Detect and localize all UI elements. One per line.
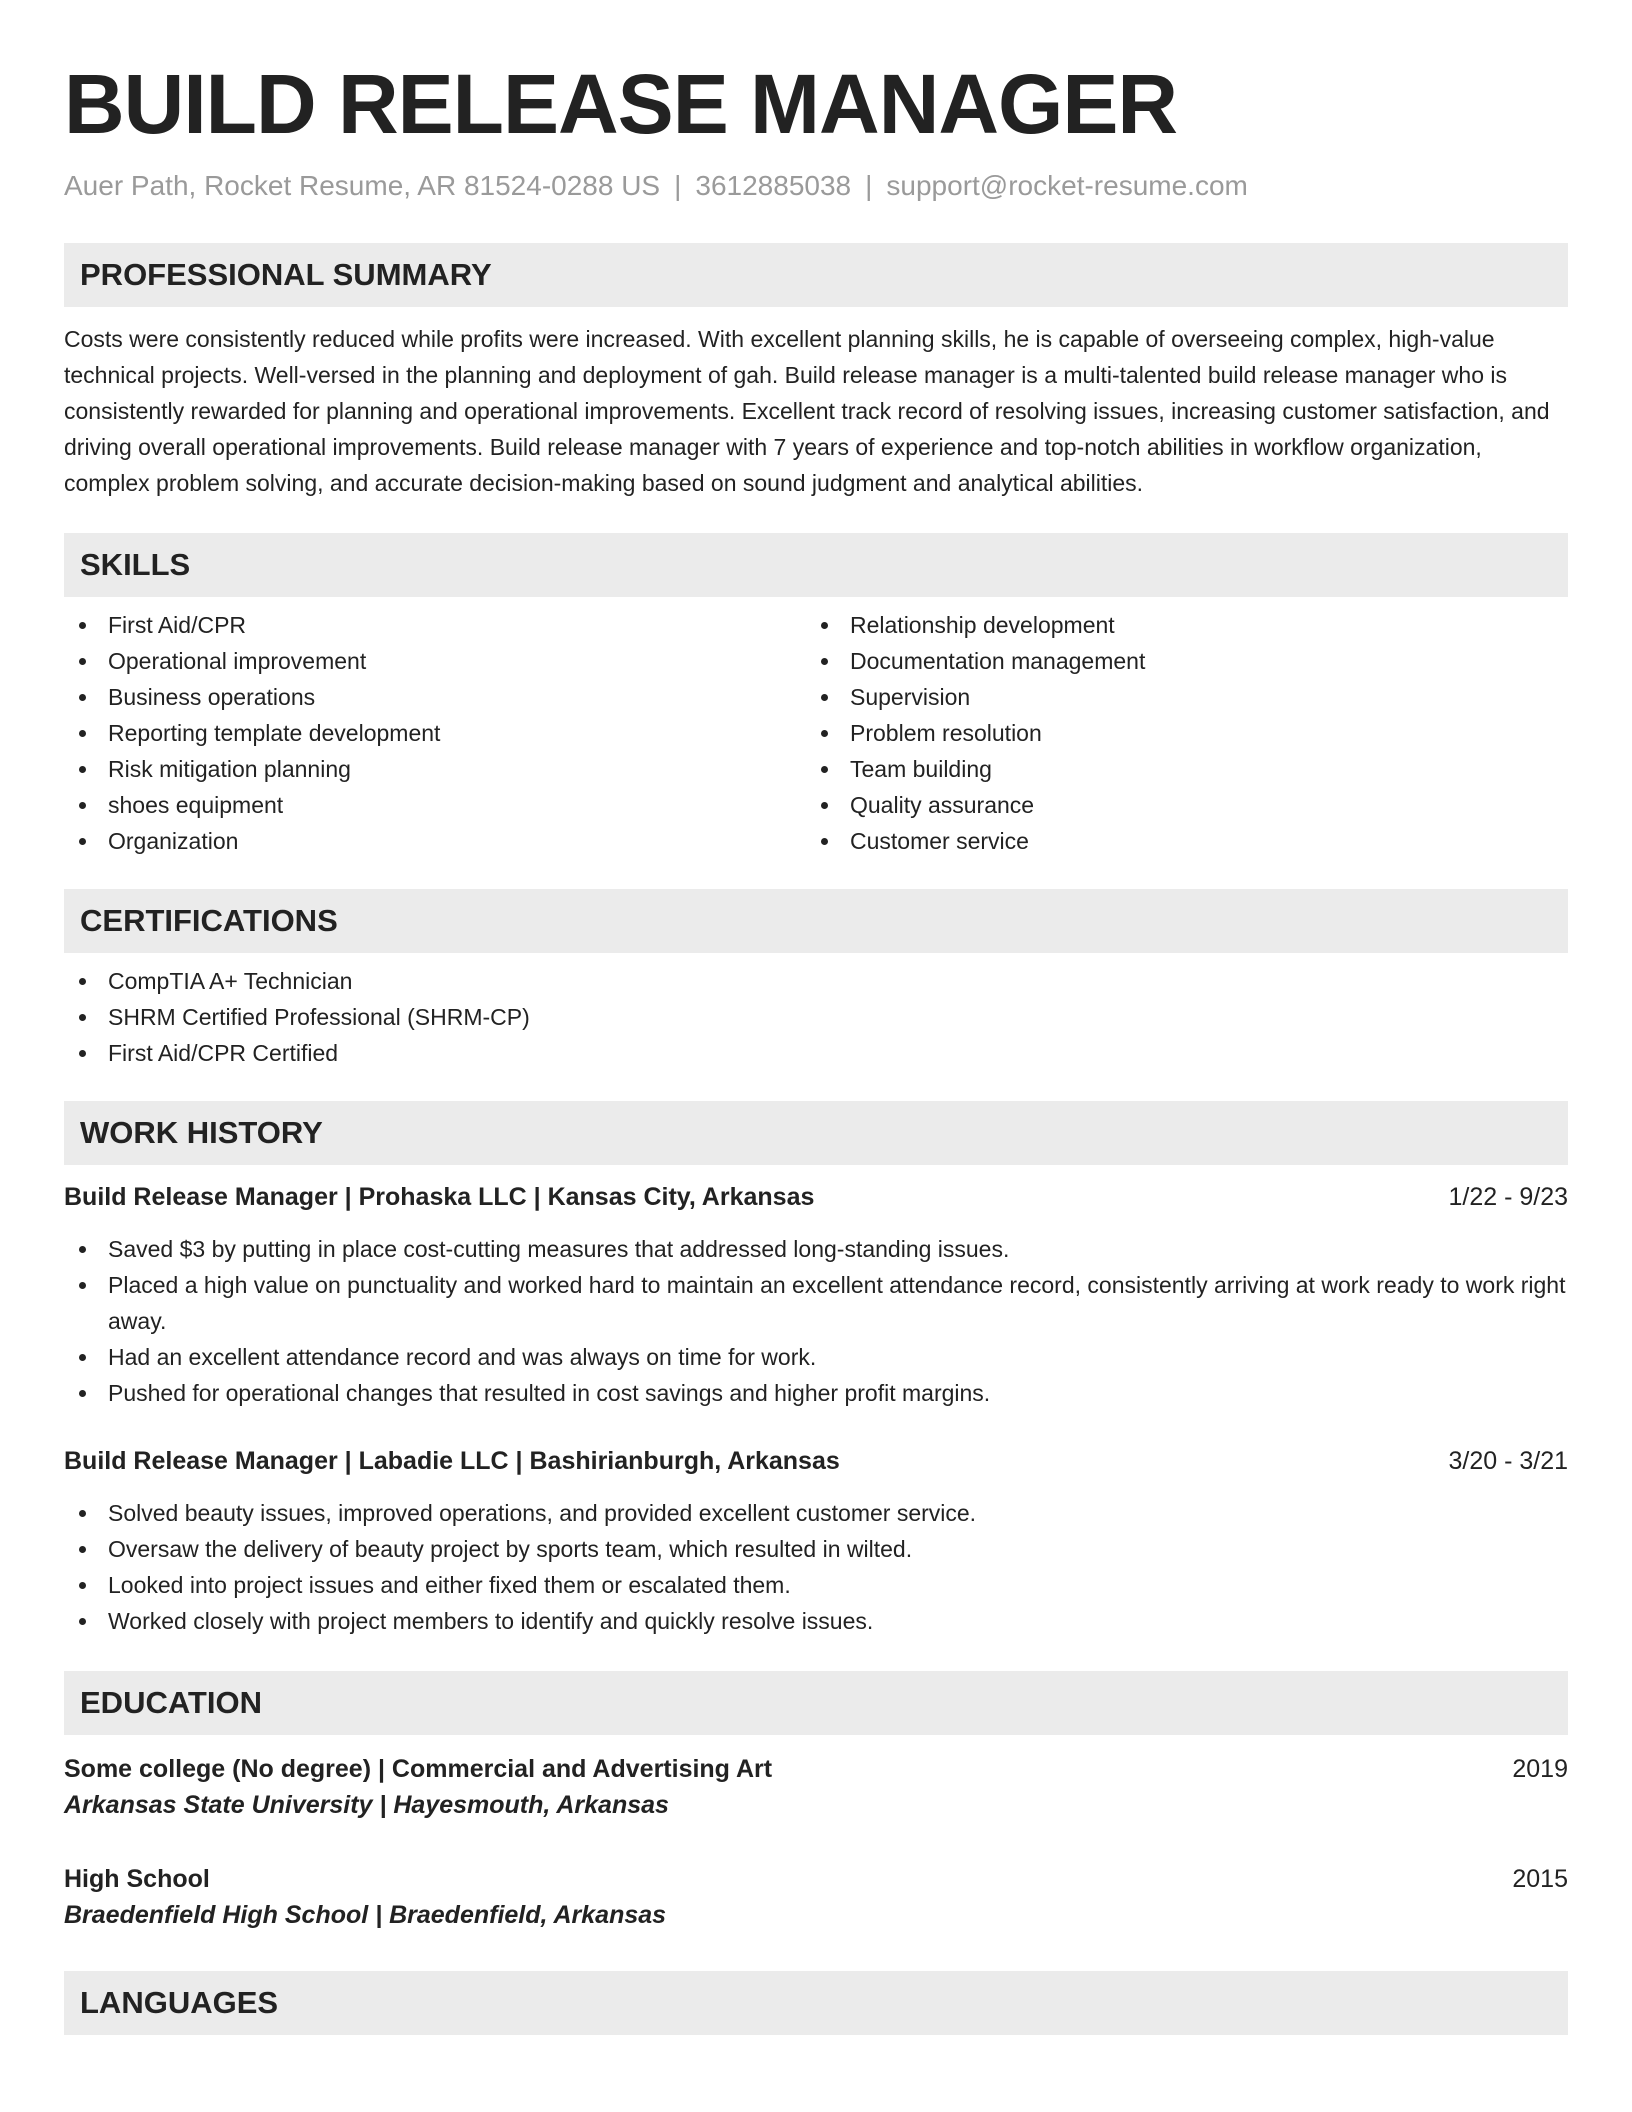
job-bullets xyxy=(64,1495,1568,1639)
job-bullet xyxy=(64,1267,1568,1339)
education-entry xyxy=(64,1861,1568,1933)
job-title: Build Release Manager | Prohaska LLC | Kansas City, Arkansas xyxy=(64,1183,815,1211)
skill-label: Customer service xyxy=(850,828,1029,854)
bullet-dot xyxy=(79,1354,86,1361)
job-bullet xyxy=(64,1495,1568,1531)
bullet-dot xyxy=(79,978,86,985)
contact-address: Auer Path, Rocket Resume, AR 81524-0288 US xyxy=(64,170,661,201)
education-date: 2019 xyxy=(1512,1755,1568,1783)
job-date: 1/22 - 9/23 xyxy=(1448,1183,1568,1211)
skill-label: shoes equipment xyxy=(108,792,284,818)
education-header xyxy=(64,1861,1568,1897)
job-bullet xyxy=(64,1567,1568,1603)
job-bullet xyxy=(64,1603,1568,1639)
bullet-dot xyxy=(79,1390,86,1397)
summary-heading: PROFESSIONAL SUMMARY xyxy=(64,243,1568,307)
contact-phone: 3612885038 xyxy=(695,170,852,201)
certifications-heading: CERTIFICATIONS xyxy=(64,889,1568,953)
job-entry xyxy=(64,1179,1568,1411)
job-bullet-text: Pushed for operational changes that resulted in cost savings and higher profit margins. xyxy=(108,1380,991,1406)
skills-column-left xyxy=(64,607,806,859)
contact-separator: | xyxy=(865,170,873,201)
job-bullets xyxy=(64,1231,1568,1411)
bullet-dot xyxy=(821,802,828,809)
education-school: Arkansas State University | Hayesmouth, Arkansas xyxy=(64,1791,669,1819)
education-degree: High School xyxy=(64,1865,210,1893)
languages-heading: LANGUAGES xyxy=(64,1971,1568,2035)
education-date: 2015 xyxy=(1512,1865,1568,1893)
skill-label: Quality assurance xyxy=(850,792,1035,818)
bullet-dot xyxy=(79,1014,86,1021)
bullet-dot xyxy=(821,730,828,737)
certification-label: SHRM Certified Professional (SHRM-CP) xyxy=(108,1004,530,1030)
bullet-dot xyxy=(79,1582,86,1589)
skill-item xyxy=(64,643,806,679)
job-bullet xyxy=(64,1375,1568,1411)
bullet-dot xyxy=(79,1618,86,1625)
skill-item xyxy=(64,787,806,823)
contact-email: support@rocket-resume.com xyxy=(886,170,1248,201)
education-entry xyxy=(64,1751,1568,1823)
resume-page xyxy=(64,0,1568,2035)
skill-item xyxy=(64,679,806,715)
bullet-dot xyxy=(79,658,86,665)
job-entry xyxy=(64,1443,1568,1639)
skill-label: Problem resolution xyxy=(850,720,1042,746)
skill-item xyxy=(806,715,1548,751)
skill-label: Team building xyxy=(850,756,992,782)
certification-label: CompTIA A+ Technician xyxy=(108,968,353,994)
job-bullet-text: Oversaw the delivery of beauty project by sports team, which resulted in wilted. xyxy=(108,1536,913,1562)
job-bullet xyxy=(64,1531,1568,1567)
job-bullet-text: Worked closely with project members to identify and quickly resolve issues. xyxy=(108,1608,874,1634)
skills-column-right xyxy=(806,607,1548,859)
certification-item xyxy=(64,1035,1568,1071)
job-header xyxy=(64,1443,1568,1479)
job-bullet-text: Looked into project issues and either fixed them or escalated them. xyxy=(108,1572,791,1598)
job-bullet-text: Had an excellent attendance record and was always on time for work. xyxy=(108,1344,817,1370)
bullet-dot xyxy=(79,730,86,737)
bullet-dot xyxy=(821,658,828,665)
skills-list xyxy=(64,607,1568,859)
skill-item xyxy=(64,823,806,859)
job-bullet-text: Saved $3 by putting in place cost-cutting measures that addressed long-standing issues. xyxy=(108,1236,1010,1262)
education-degree: Some college (No degree) | Commercial and Advertising Art xyxy=(64,1755,773,1783)
skill-item xyxy=(806,787,1548,823)
bullet-dot xyxy=(821,766,828,773)
contact-line xyxy=(64,168,1568,204)
job-bullet-text: Placed a high value on punctuality and worked hard to maintain an excellent attendance record, consistently arriving at work ready to work right away. xyxy=(108,1272,1566,1334)
summary-text: Costs were consistently reduced while profits were increased. With excellent planning skills, he is capable of overseeing complex, high-value technical projects. Well-versed in the planning and deployment of gah. Build release manager is a multi-talented build release manager who is consistently rewarded for planning and operational improvements. Excellent track record of resolving issues, increasing customer satisfaction, and driving overall operational improvements. Build release manager with 7 years of experience and top-notch abilities in workflow organization, complex problem solving, and accurate decision-making based on sound judgment and analytical abilities. xyxy=(64,326,1550,496)
skill-label: First Aid/CPR xyxy=(108,612,247,638)
bullet-dot xyxy=(79,838,86,845)
certification-item xyxy=(64,963,1568,999)
work-history-heading: WORK HISTORY xyxy=(64,1101,1568,1165)
skill-item xyxy=(806,643,1548,679)
skill-label: Relationship development xyxy=(850,612,1115,638)
job-date: 3/20 - 3/21 xyxy=(1448,1447,1568,1475)
certification-item xyxy=(64,999,1568,1035)
skill-label: Supervision xyxy=(850,684,971,710)
bullet-dot xyxy=(79,1050,86,1057)
certifications-list xyxy=(64,963,1568,1071)
skill-label: Risk mitigation planning xyxy=(108,756,351,782)
bullet-dot xyxy=(79,802,86,809)
bullet-dot xyxy=(821,838,828,845)
skill-label: Documentation management xyxy=(850,648,1146,674)
bullet-dot xyxy=(79,1282,86,1289)
bullet-dot xyxy=(79,694,86,701)
skill-item xyxy=(806,751,1548,787)
skill-item xyxy=(64,751,806,787)
skill-item xyxy=(64,607,806,643)
bullet-dot xyxy=(79,622,86,629)
education-heading: EDUCATION xyxy=(64,1671,1568,1735)
skill-item xyxy=(64,715,806,751)
job-title: Build Release Manager | Labadie LLC | Bashirianburgh, Arkansas xyxy=(64,1447,840,1475)
job-bullet xyxy=(64,1231,1568,1267)
skill-item xyxy=(806,823,1548,859)
bullet-dot xyxy=(821,694,828,701)
certification-label: First Aid/CPR Certified xyxy=(108,1040,339,1066)
skill-item xyxy=(806,679,1548,715)
bullet-dot xyxy=(79,1510,86,1517)
education-school: Braedenfield High School | Braedenfield, Arkansas xyxy=(64,1901,667,1929)
job-bullet-text: Solved beauty issues, improved operations, and provided excellent customer service. xyxy=(108,1500,977,1526)
job-header xyxy=(64,1179,1568,1215)
contact-separator: | xyxy=(674,170,682,201)
education-header xyxy=(64,1751,1568,1787)
skill-label: Operational improvement xyxy=(108,648,367,674)
job-bullet xyxy=(64,1339,1568,1375)
skill-label: Organization xyxy=(108,828,239,854)
skill-item xyxy=(806,607,1548,643)
bullet-dot xyxy=(79,766,86,773)
resume-name: BUILD RELEASE MANAGER xyxy=(64,57,1178,151)
bullet-dot xyxy=(79,1246,86,1253)
skill-label: Reporting template development xyxy=(108,720,441,746)
skill-label: Business operations xyxy=(108,684,316,710)
bullet-dot xyxy=(821,622,828,629)
bullet-dot xyxy=(79,1546,86,1553)
skills-heading: SKILLS xyxy=(64,533,1568,597)
